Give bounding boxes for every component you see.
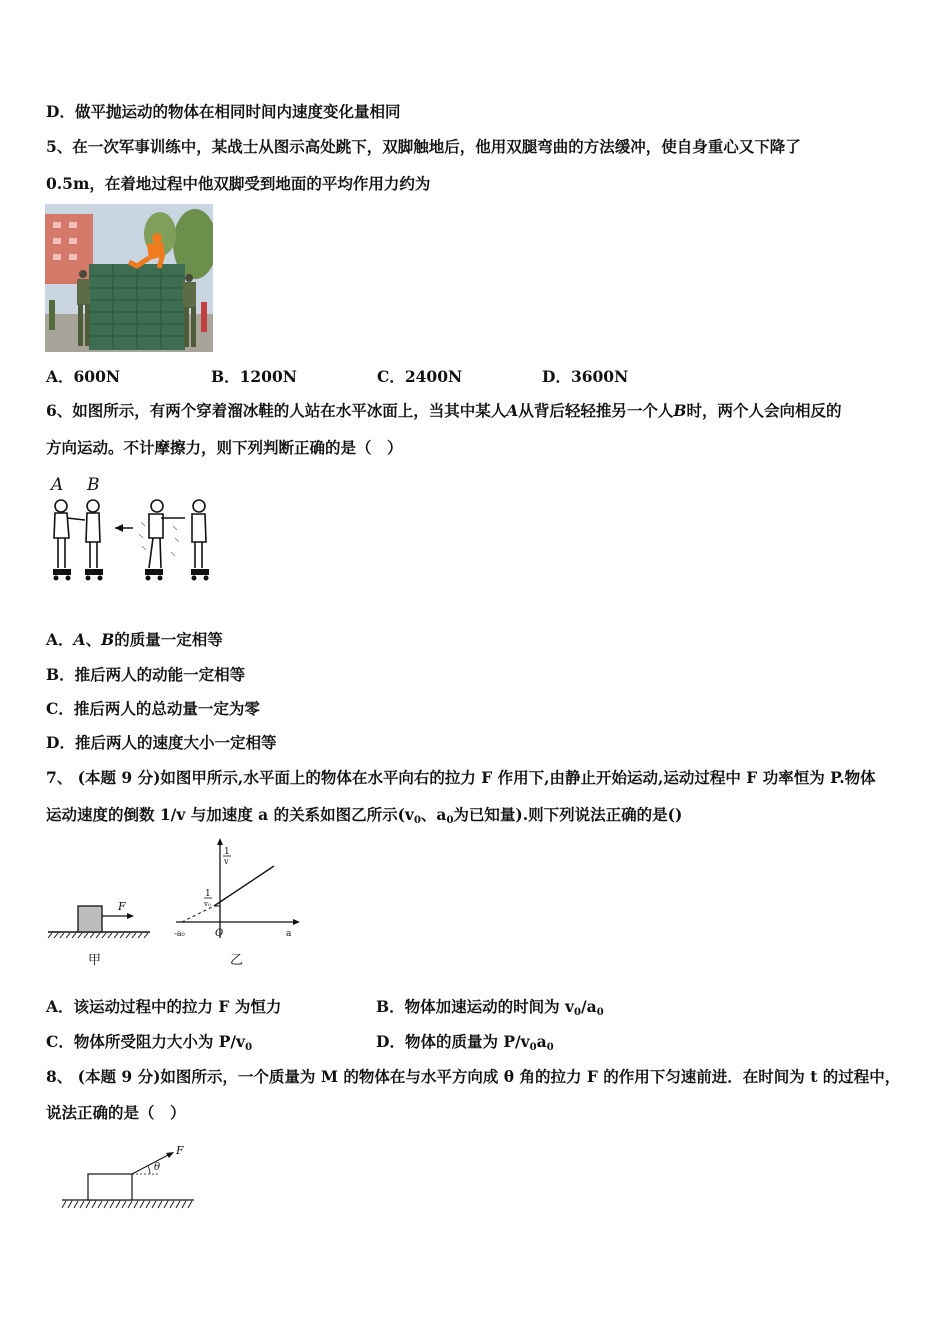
q5-stem-line2: 0.5m，在着地过程中他双脚受到地面的平均作用力约为 xyxy=(46,174,431,193)
q6-fig-label-b: B xyxy=(87,475,100,495)
q8-block-figure xyxy=(58,1142,198,1218)
q7-option-d: D．物体的质量为 $P/v_0a_0$ xyxy=(376,1032,554,1053)
q8-stem-line2: 说法正确的是（ ） xyxy=(46,1103,186,1122)
q6-option-d: D．推后两人的速度大小一定相等 xyxy=(46,733,277,752)
q7-fig-yi-label: 乙 xyxy=(230,953,244,968)
q8-fig-theta-label: θ xyxy=(154,1162,161,1173)
q6-stem-line1: 6、如图所示，有两个穿着溜冰鞋的人站在水平冰面上，当其中某人A从背后轻轻推另一个人B时，两个人会向相反的 xyxy=(46,401,842,420)
q7-figure xyxy=(44,838,306,970)
q4-option-d: D．做平抛运动的物体在相同时间内速度变化量相同 xyxy=(46,102,401,121)
q7-option-a: A．该运动过程中的拉力 F 为恒力 xyxy=(46,997,282,1016)
q7-stem-line1: 7、 (本题 9 分)如图甲所示,水平面上的物体在水平向右的拉力 F 作用下,由静止开始运动,运动过程中 F 功率恒为 P.物体 xyxy=(46,768,876,787)
svg-text:1: 1 xyxy=(224,847,230,857)
q5-stem-line1: 5、在一次军事训练中，某战士从图示高处跳下，双脚触地后，他用双腿弯曲的方法缓冲，使自身重心又下降了 xyxy=(46,137,801,156)
q7-fig-neg-a0-label: -a₀ xyxy=(174,929,185,938)
q8-stem-line1: 8、 (本题 9 分)如图所示，一个质量为 M 的物体在与水平方向成 θ 角的拉力 F 的作用下匀速前进．在时间为 t 的过程中， xyxy=(46,1067,901,1086)
q5-option-b: B．1200N xyxy=(211,367,297,386)
svg-text:v: v xyxy=(224,857,229,866)
q6-skaters-figure xyxy=(45,472,217,592)
svg-text:v₀: v₀ xyxy=(204,900,211,908)
q7-option-c: C．物体所受阻力大小为 $P/v_0$ xyxy=(46,1032,253,1053)
q7-figure-yi xyxy=(174,838,300,968)
q5-option-a: A．600N xyxy=(46,367,121,386)
q7-fig-origin-label: O xyxy=(215,928,224,939)
q7-stem-line2: 运动速度的倒数 1/v 与加速度 a 的关系如图乙所示($v_0$、$a_0$为已知量).则下列说法正确的是() xyxy=(46,805,683,826)
q6-option-c: C．推后两人的总动量一定为零 xyxy=(46,699,260,718)
q6-option-a: A．A、B的质量一定相等 xyxy=(46,630,223,649)
q7-figure-jia xyxy=(48,900,150,968)
q7-fig-jia-label: 甲 xyxy=(88,953,102,968)
q8-fig-f-label: F xyxy=(176,1144,184,1157)
q6-option-b: B．推后两人的动能一定相等 xyxy=(46,665,246,684)
q5-option-d: D．3600N xyxy=(542,367,629,386)
q5-option-c: C．2400N xyxy=(377,367,463,386)
q6-stem-line2: 方向运动。不计摩擦力，则下列判断正确的是（ ） xyxy=(46,438,403,457)
q7-fig-f-label: F xyxy=(118,900,126,913)
q6-fig-label-a: A xyxy=(51,475,64,495)
q5-soldier-jump-photo xyxy=(45,204,213,352)
q7-option-b: B．物体加速运动的时间为 $v_0/a_0$ xyxy=(376,997,604,1018)
q7-fig-a-axis-label: a xyxy=(286,929,292,939)
svg-text:1: 1 xyxy=(205,889,211,899)
